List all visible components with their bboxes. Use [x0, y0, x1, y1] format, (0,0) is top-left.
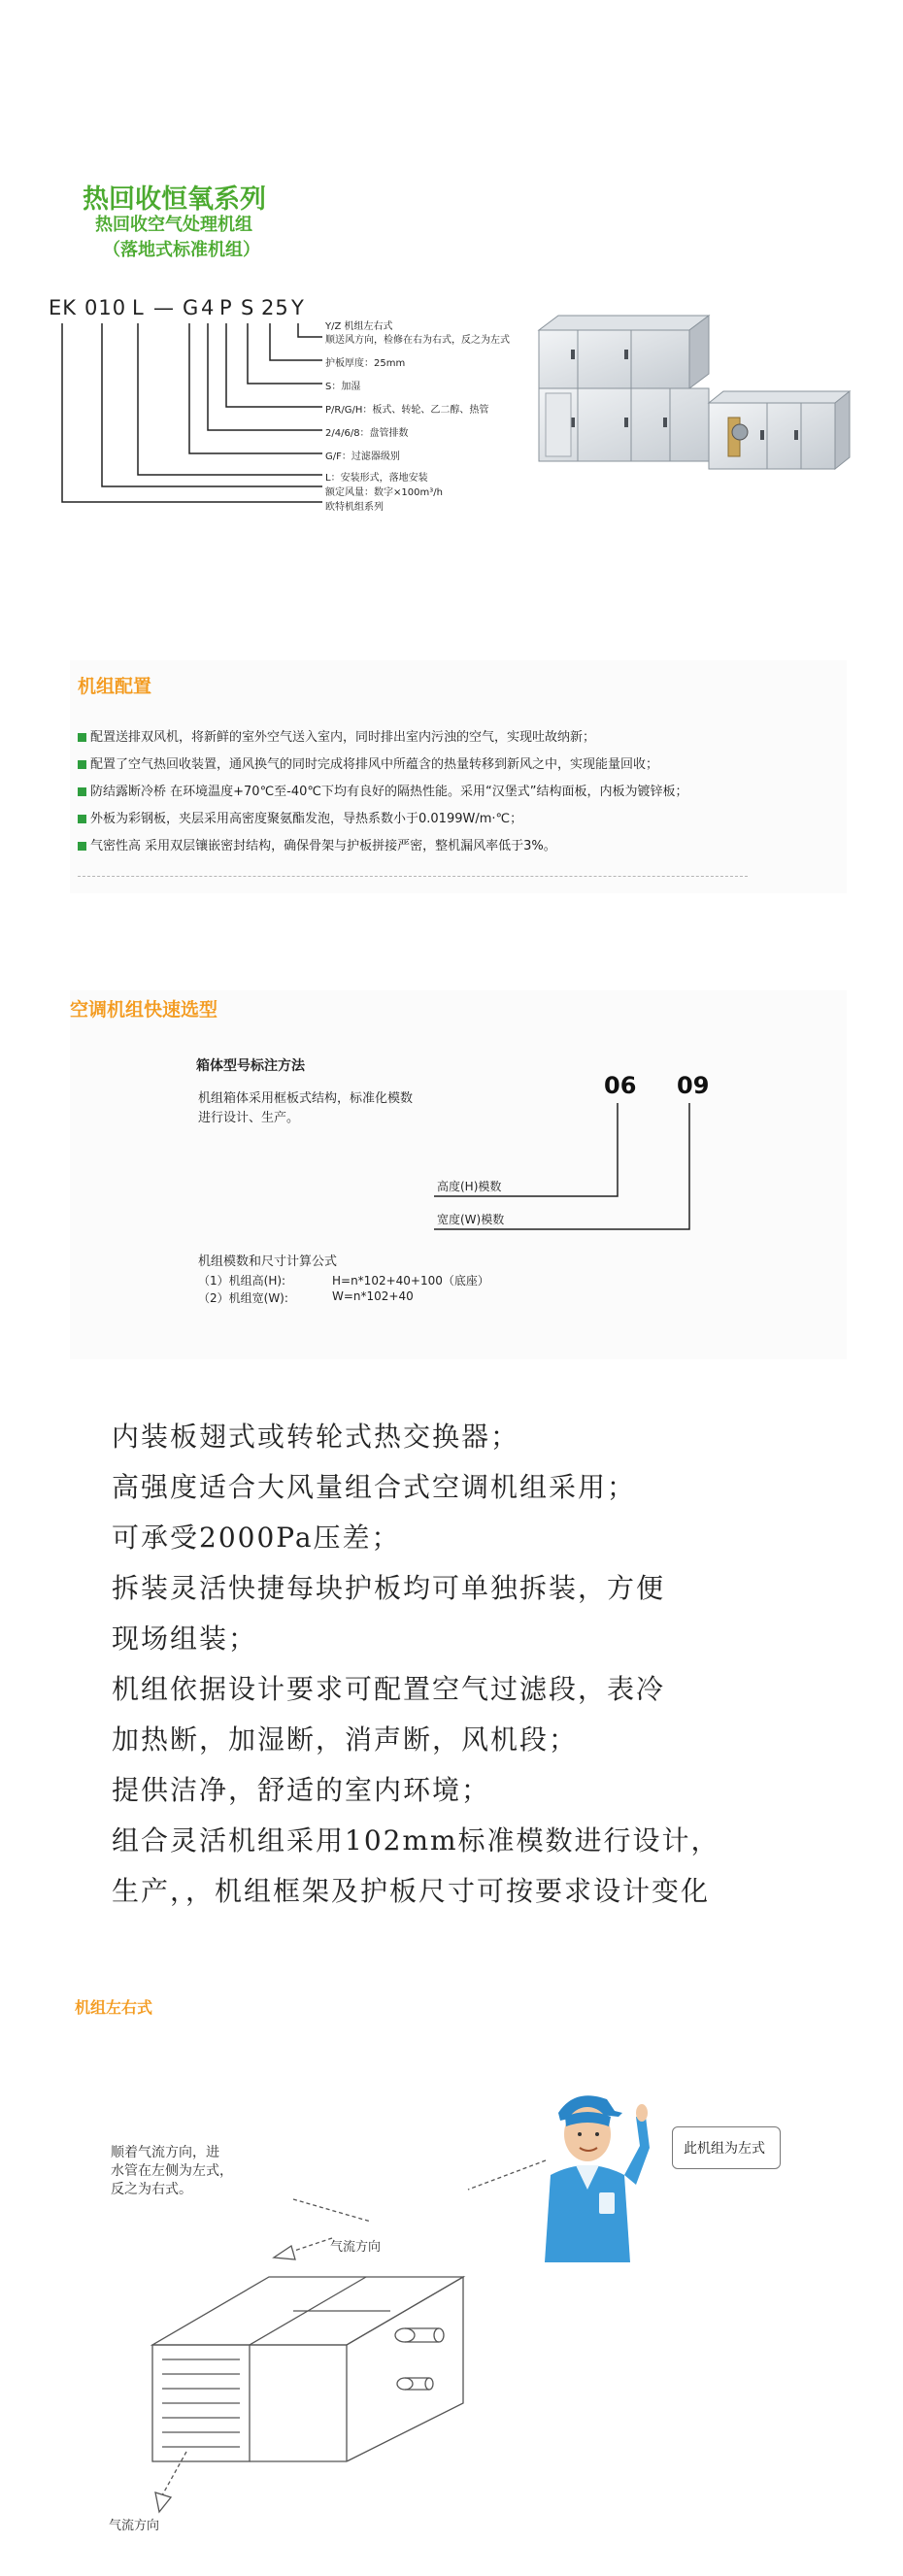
code-part-4: 4 [201, 296, 216, 319]
quick-title: 空调机组快速选型 [70, 999, 218, 1020]
code-part-ek: EK [49, 296, 78, 319]
config-section [70, 660, 847, 893]
config-item: 气密性高 采用双层镶嵌密封结构，确保骨架与护板拼接严密，整机漏风率低于3%。 [78, 835, 556, 853]
lr-note: 顺着气流方向，进 水管在左侧为左式， 反之为右式。 [111, 2145, 233, 2197]
subtitle-2: （落地式标准机组） [103, 240, 260, 260]
dashed-divider [78, 876, 748, 877]
formula-1-value: H=n*102+40+100（底座） [332, 1274, 489, 1288]
width-module-label: 宽度(W)模数 [437, 1213, 505, 1226]
legend-humidify: S：加湿 [325, 382, 361, 392]
model-section [49, 151, 854, 558]
height-module-label: 高度(H)模数 [437, 1180, 502, 1193]
quick-select-section [70, 990, 847, 1359]
legend-series: 欧特机组系列 [325, 502, 384, 513]
formula-2-value: W=n*102+40 [332, 1289, 414, 1303]
legend-thickness: 护板厚度：25mm [325, 358, 406, 369]
airflow-label-bottom: 气流方向 [109, 2519, 160, 2533]
body-line: 高强度适合大风量组合式空调机组采用； [112, 1471, 637, 1503]
config-item: 防结露断冷桥 在环境温度+70℃至-40℃下均有良好的隔热性能。采用“汉堡式”结构面板，内板为镀锌板； [78, 781, 687, 799]
code-part-g: G [183, 296, 200, 319]
body-line: 现场组装； [112, 1623, 258, 1655]
legend-filter: G/F：过滤器级别 [325, 452, 400, 462]
method-desc-2: 进行设计、生产。 [198, 1111, 300, 1125]
legend-install: L：安装形式，落地安装 [325, 473, 428, 484]
config-item: 配置了空气热回收装置，通风换气的同时完成将排风中所蕴含的热量转移到新风之中，实现能量回收； [78, 753, 658, 772]
legend-recovery: P/R/G/H：板式、转轮、乙二醇、热管 [325, 405, 489, 416]
config-title: 机组配置 [78, 676, 152, 697]
bullet-square-icon [78, 733, 86, 742]
formula-title: 机组模数和尺寸计算公式 [198, 1255, 338, 1269]
code-part-l: L [132, 296, 145, 319]
left-right-section [70, 1995, 847, 2559]
body-line: 提供洁净，舒适的室内环境； [112, 1774, 491, 1806]
code-part-p: P [219, 296, 233, 319]
bullet-square-icon [78, 842, 86, 851]
config-item: 配置送排双风机，将新鲜的室外空气送入室内，同时排出室内污浊的空气，实现吐故纳新； [78, 726, 595, 745]
lr-title: 机组左右式 [75, 1998, 153, 2017]
method-title: 箱体型号标注方法 [196, 1058, 305, 1074]
body-line: 组合灵活机组采用102mm标准模数进行设计， [112, 1824, 720, 1857]
formula-2-label: （2）机组宽(W): [198, 1291, 288, 1305]
body-line: 内装板翅式或转轮式热交换器； [112, 1421, 520, 1453]
method-desc-1: 机组箱体采用框板式结构，标准化模数 [198, 1091, 414, 1106]
body-line: 可承受2000Pa压差； [112, 1522, 401, 1554]
bullet-square-icon [78, 815, 86, 823]
body-line: 加热断，加湿断，消声断，风机段； [112, 1723, 579, 1756]
bullet-square-icon [78, 760, 86, 769]
bubble-text: 此机组为左式 [684, 2141, 765, 2157]
bullet-square-icon [78, 787, 86, 796]
ahu-unit-image [534, 296, 854, 500]
module-lines [70, 990, 847, 1282]
config-item: 外板为彩钢板，夹层采用高密度聚氨酯发泡，导热系数小于0.0199W/m·℃； [78, 808, 522, 826]
body-line: 拆装灵活快捷每块护板均可单独拆装，方便 [112, 1572, 666, 1604]
unit-box-drawing [70, 1995, 847, 2559]
code-part-25: 25 [261, 296, 289, 319]
model-code-lines [49, 151, 340, 558]
code-part-y: Y [291, 296, 305, 319]
airflow-label-top: 气流方向 [330, 2240, 382, 2255]
formula-1-label: （1）机组高(H): [198, 1274, 286, 1288]
legend-airflow: 额定风量：数字×100m³/h [325, 487, 443, 498]
legend-yz: Y/Z 机组左右式 [325, 321, 393, 332]
code-part-010: 010 [84, 296, 127, 319]
body-line: 机组依据设计要求可配置空气过滤段，表冷 [112, 1673, 666, 1705]
series-title: 热回收恒氧系列 [83, 184, 266, 215]
legend-coil: 2/4/6/8：盘管排数 [325, 428, 409, 439]
code-part-s: S [241, 296, 255, 319]
body-line: 生产，，机组框架及护板尺寸可按要求设计变化 [112, 1875, 711, 1907]
subtitle-1: 热回收空气处理机组 [95, 215, 252, 235]
worker-figure-icon [521, 2078, 657, 2262]
legend-direction: 顺送风方向，检修在右为右式，反之为左式 [325, 335, 510, 346]
code-part-dash: — [153, 296, 175, 319]
height-module-number: 06 [604, 1072, 637, 1099]
width-module-number: 09 [677, 1072, 710, 1099]
